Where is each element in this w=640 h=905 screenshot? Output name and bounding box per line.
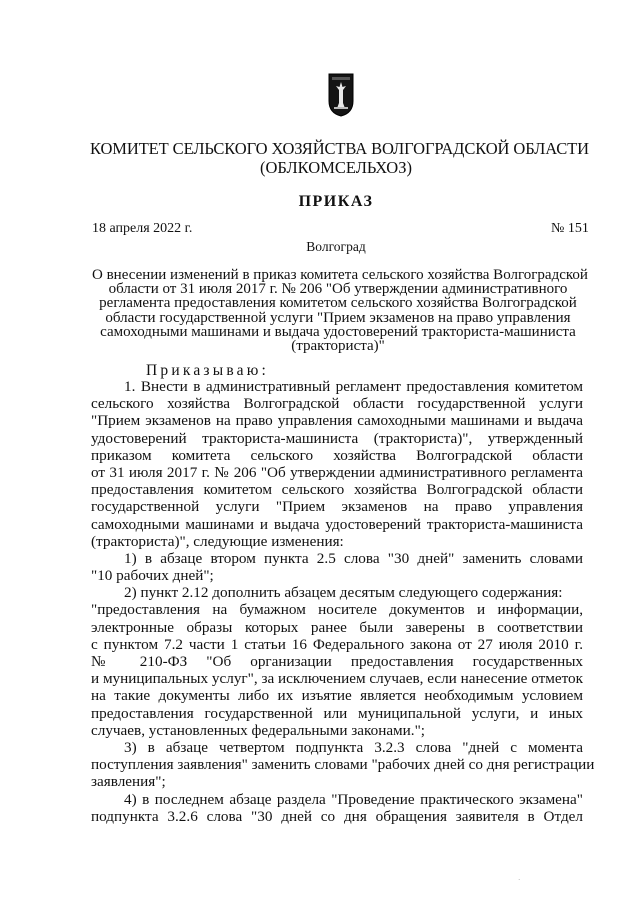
body-line: "Прием экзаменов на право управления самоходными машинами и выдача — [91, 412, 583, 430]
body-line: поступления заявления" заменить словами "рабочих дней со дня регистрации — [91, 756, 595, 774]
document-number: № 151 — [551, 221, 589, 236]
subject-line: О внесении изменений в приказ комитета сельского хозяйства Волгоградской — [92, 267, 588, 283]
body-line: и муниципальных услуг", за исключением случаев, если нанесение отметок — [91, 670, 583, 688]
document-subject — [92, 267, 588, 355]
organization-abbreviation: (ОБЛКОМСЕЛЬХОЗ) — [260, 158, 412, 177]
body-line: 2) пункт 2.12 дополнить абзацем десятым следующего содержания: — [124, 584, 563, 602]
body-line: случаев, установленных федеральными законами."; — [91, 721, 426, 739]
document-city: Волгоград — [306, 239, 366, 254]
body-line: № 210-ФЗ "Об организации предоставления государственных — [91, 653, 583, 670]
subject-line: самоходными машинами и выдача удостоверений тракториста-машиниста — [100, 323, 576, 340]
body-line: предоставления комитетом сельского хозяйства Волгоградской области — [91, 481, 583, 499]
body-line: с пунктом 7.2 части 1 статьи 16 Федерального закона от 27 июля 2010 г. — [91, 635, 583, 653]
coat-of-arms-icon — [328, 73, 354, 117]
organization-name: КОМИТЕТ СЕЛЬСКОГО ХОЗЯЙСТВА ВОЛГОГРАДСКОЙ ОБЛАСТИ — [90, 139, 589, 158]
body-line: сельского хозяйства Волгоградской области государственной услуги — [91, 395, 583, 413]
body-line: приказом комитета сельского хозяйства Волгоградской области — [91, 446, 583, 464]
subject-line: (тракториста)" — [291, 338, 385, 355]
body-line: "предоставления на бумажном носителе документов и информации, — [91, 601, 583, 619]
document-body — [91, 378, 595, 825]
body-line: электронные образы которых ранее были заверены в соответствии — [91, 618, 583, 636]
scan-mark: · — [518, 876, 521, 884]
subject-line: регламента предоставления комитетом сельского хозяйства Волгоградской — [99, 295, 577, 312]
document-type: ПРИКАЗ — [298, 193, 374, 210]
body-line: самоходными машинами и выдача удостоверений тракториста-машиниста — [91, 515, 583, 533]
body-line: подпункта 3.2.6 слова "30 дней со дня обращения заявителя в Отдел — [91, 807, 583, 825]
subject-line: области государственной услуги "Прием экзаменов на право управления — [105, 309, 571, 326]
body-line: от 31 июля 2017 г. № 206 "Об утверждении административного регламента — [91, 463, 583, 481]
body-line: 4) в последнем абзаце раздела "Проведение практического экзамена" — [124, 790, 583, 808]
body-line: заявления"; — [91, 773, 166, 791]
subject-line: области от 31 июля 2017 г. № 206 "Об утверждении административного — [108, 281, 568, 298]
document-date: 18 апреля 2022 г. — [92, 221, 193, 236]
body-line: (тракториста)", следующие изменения: — [91, 532, 344, 550]
body-line: удостоверений тракториста-машиниста (тракториста)", утвержденный — [91, 429, 583, 447]
body-line: на такие документы либо их изъятие является необходимым условием — [91, 687, 583, 705]
body-line: "10 рабочих дней"; — [91, 567, 214, 585]
body-line: 1. Внести в административный регламент предоставления комитетом — [124, 378, 583, 395]
body-line: 3) в абзаце четвертом подпункта 3.2.3 слова "дней с момента — [124, 738, 583, 756]
body-line: государственной услуги "Прием экзаменов на право управления — [91, 498, 583, 516]
body-line: предоставления государственной или муниципальной услуги, и иных — [91, 704, 583, 722]
body-line: 1) в абзаце втором пункта 2.5 слова "30 дней" заменить словами — [124, 549, 583, 567]
order-word: Приказываю: — [146, 362, 270, 379]
